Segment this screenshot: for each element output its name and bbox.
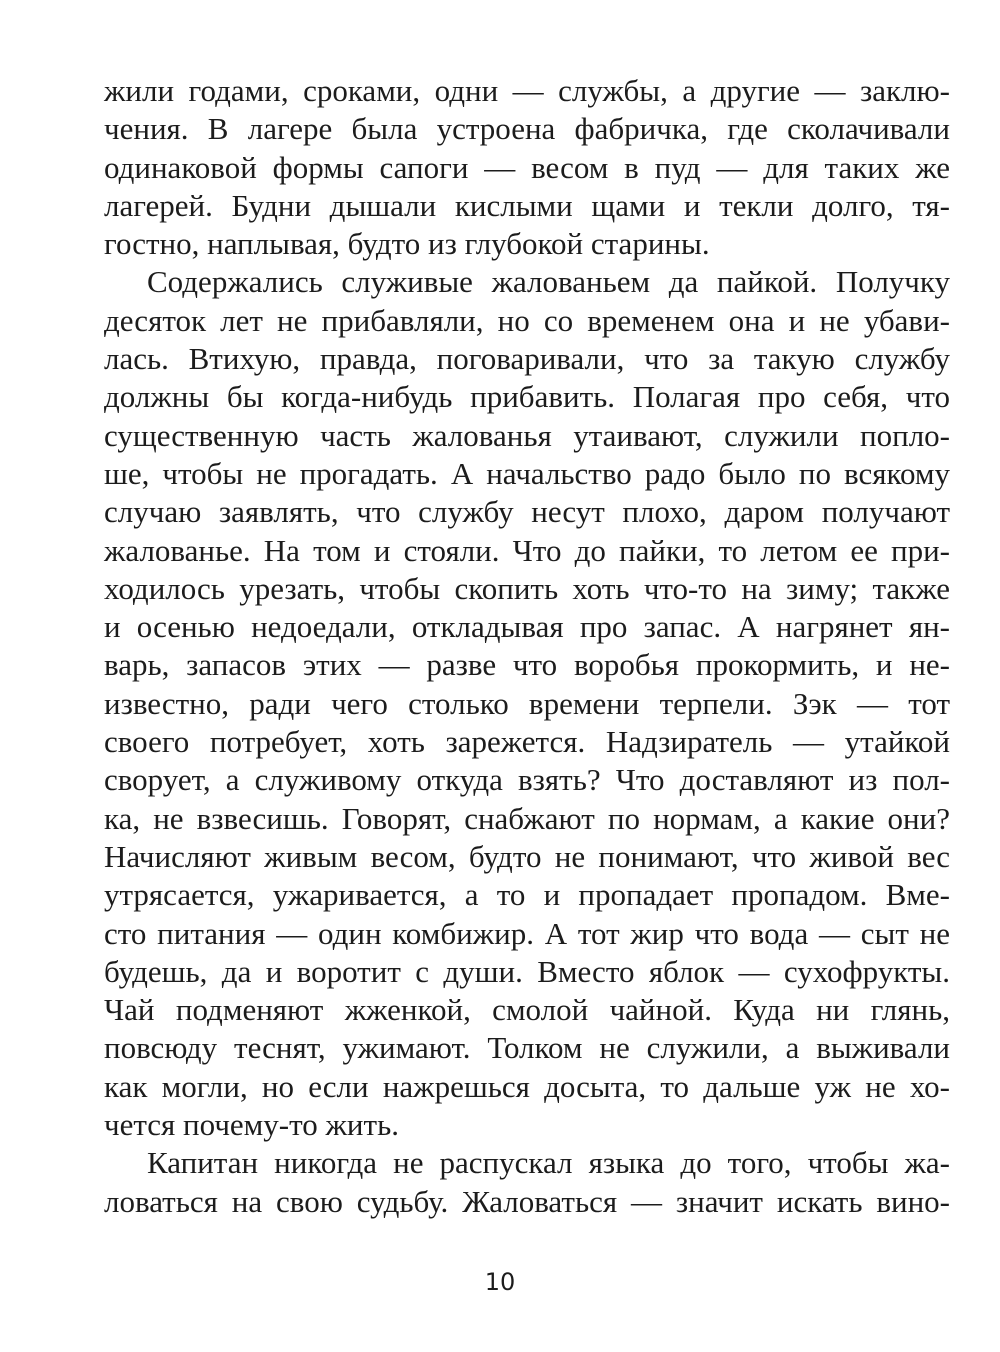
text-line: должны бы когда-нибудь прибавить. Полагая про себя, что (104, 379, 950, 415)
text-line: лагерей. Будни дышали кислыми щами и текли долго, тя- (104, 187, 950, 223)
text-line: ловаться на свою судьбу. Жаловаться — значит искать вино- (104, 1183, 950, 1219)
text-line: существенную часть жалованья утаивают, служили попло- (104, 417, 950, 453)
text-line: одинаковой формы сапоги — весом в пуд — для таких же (104, 149, 950, 185)
paragraph-3 (104, 1144, 950, 1221)
text-line: ше, чтобы не прогадать. А начальство радо было по всякому (104, 455, 950, 491)
text-line: десяток лет не прибавляли, но со временем она и не убави- (104, 302, 950, 338)
text-line: случаю заявлять, что службу несут плохо, даром получают (104, 494, 950, 530)
text-line: ка, не взвесишь. Говорят, снабжают по нормам, а какие они? (104, 800, 950, 836)
text-line: варь, запасов этих — разве что воробья прокормить, и не- (104, 647, 950, 683)
body-text (104, 72, 950, 1221)
text-line: чения. В лагере была устроена фабричка, где сколачивали (104, 111, 950, 147)
text-line: своего потребует, хоть зарежется. Надзиратель — утайкой (104, 724, 950, 760)
text-line: утрясается, ужаривается, а то и пропадает пропадом. Вме- (104, 877, 950, 913)
text-line: сто питания — один комбижир. А тот жир что вода — сыт не (104, 915, 950, 951)
paragraph-2 (104, 263, 950, 1144)
text-line: жалованье. На том и стояли. Что до пайки, то летом ее при- (104, 532, 950, 568)
text-line: чется почему-то жить. (104, 1107, 399, 1143)
text-line: повсюду теснят, ужимают. Толком не служили, а выживали (104, 1030, 950, 1066)
text-line: и осенью недоедали, откладывая про запас. А нагрянет ян- (104, 609, 950, 645)
text-line: ходилось урезать, чтобы скопить хоть что-то на зиму; также (104, 570, 950, 606)
text-line: будешь, да и воротит с души. Вместо яблок — сухофрукты. (104, 953, 950, 989)
paragraph-1 (104, 72, 950, 263)
text-line: жили годами, сроками, одни — службы, а другие — заклю- (104, 73, 950, 108)
text-line: сворует, а служивому откуда взять? Что доставляют из пол- (104, 762, 950, 798)
text-line: Чай подменяют жженкой, смолой чайной. Куда ни глянь, (104, 992, 950, 1028)
text-line: Содержались служивые жалованьем да пайкой. Получку (147, 264, 950, 300)
text-line: Начисляют живым весом, будто не понимают, что живой вес (104, 838, 950, 874)
page-number: 10 (484, 1268, 516, 1296)
text-line: известно, ради чего столько времени терпели. Зэк — тот (104, 685, 950, 721)
text-line: Капитан никогда не распускал языка до того, чтобы жа- (147, 1145, 950, 1181)
text-line: лась. Втихую, правда, поговаривали, что за такую службу (104, 341, 950, 377)
text-line: гостно, наплывая, будто из глубокой старины. (104, 226, 710, 262)
text-line: как могли, но если нажрешься досыта, то дальше уж не хо- (104, 1068, 950, 1104)
